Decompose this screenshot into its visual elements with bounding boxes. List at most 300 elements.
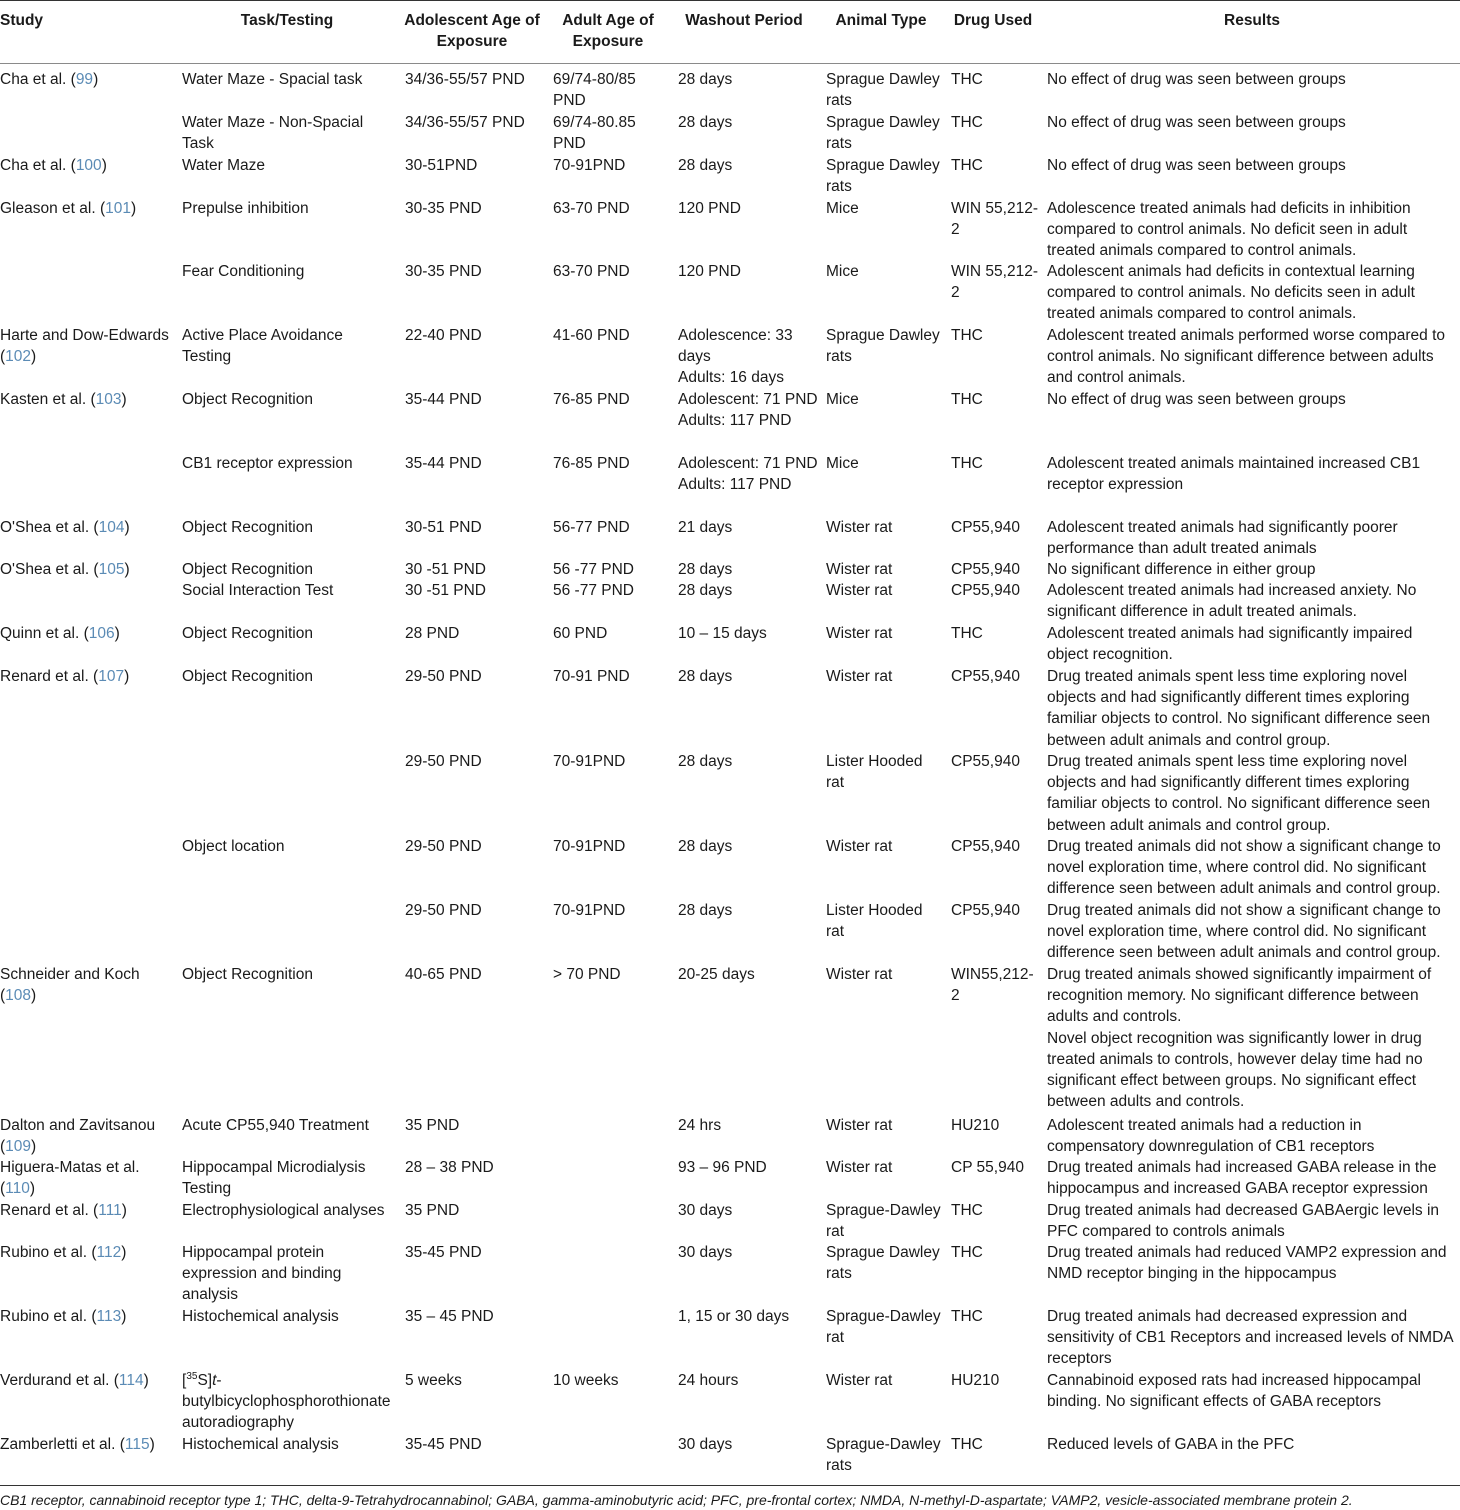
results-text: Adolescent treated animals maintained increased CB1 receptor expression: [1047, 455, 1421, 494]
cell-drug: [951, 1115, 1041, 1136]
cell-adolescent: [405, 389, 545, 410]
cell-animal: [826, 517, 944, 538]
cell-drug: [951, 325, 1041, 346]
drug-text: CP55,940: [951, 519, 1020, 536]
cell-adolescent: [405, 559, 545, 580]
cell-animal: [826, 69, 944, 111]
cell-adult: [553, 517, 668, 538]
drug-text: THC: [951, 327, 983, 344]
study-ref-link[interactable]: 105: [98, 561, 125, 578]
cell-adolescent: [405, 1157, 545, 1178]
drug-text: THC: [951, 157, 983, 174]
cell-study: Kasten et al. (103): [0, 391, 127, 408]
animal-text: Mice: [826, 200, 859, 217]
cell-adolescent: [405, 517, 545, 538]
task-superscript: 35: [186, 1370, 198, 1382]
study-name: Verdurand et al. (: [0, 1372, 119, 1389]
cell-drug: [951, 112, 1041, 133]
results-text: Adolescent treated animals had significantly impaired object recognition.: [1047, 625, 1413, 664]
cell-animal: [826, 389, 944, 410]
cell-drug: [951, 666, 1041, 687]
study-name: Rubino et al. (: [0, 1244, 97, 1261]
cell-study: Rubino et al. (113): [0, 1308, 127, 1325]
adult-text: 41-60 PND: [553, 327, 630, 344]
cell-animal: [826, 623, 944, 644]
header-results: Results: [1224, 12, 1280, 29]
drug-text: THC: [951, 1308, 983, 1325]
cell-animal: [826, 580, 944, 601]
adolescent-text: 22-40 PND: [405, 327, 482, 344]
cell-task: [182, 517, 392, 538]
task-text: Object Recognition: [182, 391, 313, 408]
adolescent-text: 28 – 38 PND: [405, 1159, 494, 1176]
cell-results: [1047, 964, 1457, 1112]
study-ref-link[interactable]: 109: [5, 1138, 32, 1156]
washout-text: 120 PND: [678, 200, 741, 217]
cell-adolescent: [405, 261, 545, 282]
results-text: Drug treated animals had decreased expression and sensitivity of CB1 Receptors and increased levels of NMDA receptors: [1047, 1308, 1453, 1368]
task-text: Object location: [182, 838, 285, 855]
cell-study: Verdurand et al. (114): [0, 1372, 149, 1389]
cell-drug: [951, 261, 1041, 303]
cell-washout: [678, 1200, 818, 1221]
results-text: No significant difference in either group: [1047, 561, 1316, 578]
task-text: Histochemical analysis: [182, 1436, 339, 1453]
cell-drug: [951, 900, 1041, 921]
table-footnote: CB1 receptor, cannabinoid receptor type 1; THC, delta-9-Tetrahydrocannabinol; GABA, gamma-aminobutyric acid; PFC, pre-frontal cortex; NMDA, N-methyl-D-aspartate; VAMP2, vesicle-associated membrane protein 2.: [0, 1485, 1460, 1510]
cell-results: [1047, 261, 1457, 325]
results-text: No effect of drug was seen between groups: [1047, 71, 1346, 88]
adolescent-text: 35 – 45 PND: [405, 1308, 494, 1325]
washout-text: 28 days: [678, 157, 733, 174]
cell-results: [1047, 751, 1457, 836]
adult-text: 63-70 PND: [553, 200, 630, 217]
adolescent-text: 35 PND: [405, 1202, 460, 1219]
cell-results: [1047, 1306, 1457, 1370]
adult-text: 76-85 PND: [553, 391, 630, 408]
cell-adult: [553, 112, 668, 154]
washout-text: 28 days: [678, 902, 733, 919]
adolescent-text: 35-45 PND: [405, 1244, 482, 1261]
study-ref-link[interactable]: 103: [95, 391, 122, 408]
cell-task: [182, 1306, 392, 1327]
cell-adult: [553, 580, 668, 601]
results-text: No effect of drug was seen between groups: [1047, 391, 1346, 408]
animal-text: Wister rat: [826, 668, 893, 685]
cell-study: Dalton and Zavitsanou (109): [0, 1117, 156, 1156]
cell-adolescent: [405, 155, 545, 176]
study-ref-link[interactable]: 104: [98, 519, 125, 536]
cell-results: [1047, 1200, 1457, 1242]
cell-animal: [826, 1370, 944, 1391]
study-name: Rubino et al. (: [0, 1308, 97, 1325]
task-text: Hippocampal Microdialysis Testing: [182, 1159, 366, 1198]
study-name: Quinn et al. (: [0, 625, 89, 642]
cell-task: [182, 1115, 392, 1136]
cell-washout: [678, 900, 818, 921]
washout-text: Adolescent: 71 PND Adults: 117 PND: [678, 391, 818, 430]
task-text: Object Recognition: [182, 561, 313, 578]
drug-text: HU210: [951, 1117, 1000, 1134]
study-name: Zamberletti et al. (: [0, 1436, 125, 1453]
study-ref-link[interactable]: 108: [5, 987, 32, 1005]
cell-adolescent: [405, 1242, 545, 1263]
cell-study: Gleason et al. (101): [0, 200, 137, 217]
cell-drug: [951, 623, 1041, 644]
drug-text: THC: [951, 114, 983, 131]
study-ref-link[interactable]: 100: [75, 157, 102, 174]
cell-washout: [678, 453, 818, 495]
cell-animal: [826, 261, 944, 282]
cell-task: [182, 623, 392, 644]
drug-text: THC: [951, 71, 983, 88]
cell-study: Schneider and Koch (108): [0, 966, 140, 1005]
cell-adult: [553, 155, 668, 176]
cell-drug: [951, 836, 1041, 857]
cell-animal: [826, 155, 944, 197]
washout-text: 24 hrs: [678, 1117, 722, 1134]
cell-drug: [951, 198, 1041, 240]
study-name: Renard et al. (: [0, 668, 99, 685]
animal-text: Wister rat: [826, 519, 893, 536]
animal-text: Wister rat: [826, 561, 893, 578]
header-washout: Washout Period: [685, 12, 803, 29]
task-text: S]t-butylbicyclophosphorothionate autoradiography: [182, 1372, 391, 1432]
results-text: No effect of drug was seen between groups: [1047, 114, 1346, 131]
study-name: Gleason et al. (: [0, 200, 106, 217]
cell-animal: [826, 112, 944, 154]
header-task: Task/Testing: [240, 12, 334, 29]
cell-task: [$^{35}$S]t-butylbicyclophosphorothionate autoradiography: [182, 1370, 391, 1432]
cell-washout: [678, 198, 818, 219]
task-text: Object Recognition: [182, 625, 313, 642]
animal-text: Wister rat: [826, 838, 893, 855]
results-text: Drug treated animals spent less time exploring novel objects and had significantly different times exploring familiar objects to control. No significant difference seen between adult animals and control group.: [1047, 753, 1431, 834]
cell-washout: [678, 1434, 818, 1455]
cell-task: [182, 836, 392, 857]
animal-text: Wister rat: [826, 1372, 893, 1389]
cell-results: [1047, 580, 1457, 622]
cell-washout: [678, 517, 818, 538]
animal-text: Wister rat: [826, 582, 893, 599]
adolescent-text: 29-50 PND: [405, 753, 482, 770]
cell-adolescent: [405, 69, 545, 90]
washout-text: 28 days: [678, 114, 733, 131]
study-name: Cha et al. (: [0, 157, 76, 174]
animal-text: Mice: [826, 391, 859, 408]
cell-results: [1047, 325, 1457, 389]
cell-adult: [553, 198, 668, 219]
cell-task: [182, 1200, 392, 1221]
adult-text: 70-91 PND: [553, 668, 630, 685]
cell-results: [1047, 666, 1457, 751]
header-drug: Drug Used: [953, 12, 1033, 29]
study-name: O'Shea et al. (: [0, 519, 99, 536]
cell-study: O'Shea et al. (104): [0, 519, 130, 536]
cell-drug: [951, 389, 1041, 410]
animal-text: Sprague Dawley rats: [826, 114, 940, 153]
cell-study: Renard et al. (111): [0, 1202, 127, 1219]
cell-study: Cha et al. (100): [0, 157, 107, 174]
cell-adolescent: [405, 453, 545, 474]
adolescent-text: 29-50 PND: [405, 668, 482, 685]
study-name: O'Shea et al. (: [0, 561, 99, 578]
cell-adolescent: [405, 836, 545, 857]
cell-results: [1047, 1157, 1457, 1199]
cell-adolescent: [405, 623, 545, 644]
cell-animal: [826, 1200, 944, 1242]
cell-adolescent: [405, 666, 545, 687]
cell-adult: [553, 1370, 668, 1391]
study-ref-link[interactable]: 106: [88, 625, 115, 642]
animal-text: Wister rat: [826, 966, 893, 983]
cell-adult: [553, 836, 668, 857]
adult-text: 70-91PND: [553, 902, 626, 919]
results-text: Drug treated animals did not show a significant change to novel exploration time, where control did. No significant difference seen between adult animals and control group.: [1047, 902, 1441, 962]
adult-text: 70-91PND: [553, 157, 626, 174]
cell-drug: [951, 580, 1041, 601]
cell-drug: [951, 964, 1041, 1006]
cell-animal: [826, 666, 944, 687]
cell-adult: [553, 964, 668, 985]
washout-text: 28 days: [678, 71, 733, 88]
animal-text: Lister Hooded rat: [826, 753, 923, 792]
adult-text: 56-77 PND: [553, 519, 630, 536]
cell-study: Higuera-Matas et al. (110): [0, 1159, 140, 1198]
cell-task: [182, 69, 392, 90]
cell-drug: [951, 1200, 1041, 1221]
cell-task: [182, 155, 392, 176]
adolescent-text: 35-44 PND: [405, 455, 482, 472]
adolescent-text: 34/36-55/57 PND: [405, 114, 525, 131]
cell-task: [182, 580, 392, 601]
drug-text: WIN55,212-2: [951, 966, 1034, 1005]
cell-task: [182, 1157, 392, 1199]
cell-adolescent: [405, 1115, 545, 1136]
cell-washout: [678, 964, 818, 985]
study-ref-link[interactable]: 99: [75, 71, 94, 88]
animal-text: Sprague-Dawley rat: [826, 1308, 941, 1347]
washout-text: 120 PND: [678, 263, 741, 280]
results-text: Adolescent treated animals performed worse compared to control animals. No significant difference between adults and control animals.: [1047, 327, 1446, 387]
adult-text: 10 weeks: [553, 1372, 619, 1389]
animal-text: Wister rat: [826, 1117, 893, 1134]
cell-adolescent: [405, 1200, 545, 1221]
cell-adolescent: [405, 964, 545, 985]
results-text: Drug treated animals showed significantly impairment of recognition memory. No significant difference between adults and controls. Novel object recognition was significantly lower in drug treated animals to controls, however delay time had no significant effect between groups. No significant effect between adults and controls.: [1047, 966, 1432, 1111]
cell-results: [1047, 1242, 1457, 1284]
cell-results: [1047, 559, 1457, 580]
cell-task: [182, 964, 392, 985]
cell-study: Cha et al. (99): [0, 71, 99, 88]
study-ref-link[interactable]: 110: [5, 1180, 30, 1198]
cell-drug: [951, 453, 1041, 474]
task-text: Object Recognition: [182, 668, 313, 685]
study-ref-link[interactable]: 111: [98, 1202, 122, 1219]
animal-text: Sprague Dawley rats: [826, 71, 940, 110]
task-text: CB1 receptor expression: [182, 455, 353, 472]
drug-text: CP55,940: [951, 753, 1020, 770]
adolescent-text: 30-35 PND: [405, 200, 482, 217]
cell-washout: [678, 1306, 818, 1327]
animal-text: Sprague-Dawley rats: [826, 1436, 941, 1475]
results-text: No effect of drug was seen between groups: [1047, 157, 1346, 174]
cell-drug: [951, 1306, 1041, 1327]
drug-text: CP55,940: [951, 668, 1020, 685]
cell-task: [182, 453, 392, 474]
drug-text: THC: [951, 1244, 983, 1261]
task-text: Water Maze - Non-Spacial Task: [182, 114, 364, 153]
cell-animal: [826, 559, 944, 580]
cell-drug: [951, 517, 1041, 538]
study-ref-link[interactable]: 101: [105, 200, 131, 217]
washout-text: 1, 15 or 30 days: [678, 1308, 790, 1325]
animal-text: Sprague Dawley rats: [826, 157, 940, 196]
washout-text: 20-25 days: [678, 966, 755, 983]
cell-animal: [826, 453, 944, 474]
study-ref-link[interactable]: 102: [5, 348, 32, 366]
header-adult: Adult Age of Exposure: [562, 12, 654, 50]
cell-animal: [826, 198, 944, 219]
cell-study: Rubino et al. (112): [0, 1244, 127, 1261]
cell-animal: [826, 1306, 944, 1348]
drug-text: WIN 55,212-2: [951, 263, 1039, 302]
task-text: Fear Conditioning: [182, 263, 305, 280]
adolescent-text: 28 PND: [405, 625, 460, 642]
adult-text: 70-91PND: [553, 838, 626, 855]
study-ref-link[interactable]: 114: [118, 1372, 144, 1389]
study-ref-link[interactable]: 112: [96, 1244, 122, 1261]
adult-text: 76-85 PND: [553, 455, 630, 472]
cell-adult: [553, 559, 668, 580]
cell-adolescent: [405, 1306, 545, 1327]
washout-text: 30 days: [678, 1436, 733, 1453]
adolescent-text: 30 -51 PND: [405, 561, 486, 578]
cell-study: Harte and Dow-Edwards (102): [0, 327, 169, 366]
cell-washout: [678, 1370, 818, 1391]
cell-adolescent: [405, 112, 545, 133]
results-text: Adolescent treated animals had increased anxiety. No significant difference in adult treated animals.: [1047, 582, 1417, 621]
cell-washout: [678, 261, 818, 282]
cell-drug: [951, 751, 1041, 772]
drug-text: THC: [951, 455, 983, 472]
adolescent-text: 29-50 PND: [405, 902, 482, 919]
drug-text: CP55,940: [951, 838, 1020, 855]
cell-washout: [678, 325, 818, 389]
washout-text: 28 days: [678, 753, 733, 770]
adult-text: 69/74-80.85 PND: [553, 114, 636, 153]
study-ref-link[interactable]: 115: [124, 1436, 150, 1453]
adult-text: 56 -77 PND: [553, 561, 634, 578]
cell-results: [1047, 453, 1457, 495]
cell-results: [1047, 198, 1457, 262]
cell-animal: [826, 1242, 944, 1284]
cell-task: [182, 389, 392, 410]
cell-washout: [678, 1157, 818, 1178]
adolescent-text: 35-44 PND: [405, 391, 482, 408]
cell-results: [1047, 69, 1457, 90]
cell-adult: [553, 389, 668, 410]
study-ref-link[interactable]: 113: [96, 1308, 122, 1325]
task-text: Water Maze - Spacial task: [182, 71, 363, 88]
cell-washout: [678, 155, 818, 176]
cell-washout: [678, 751, 818, 772]
drug-text: HU210: [951, 1372, 1000, 1389]
drug-text: CP55,940: [951, 561, 1020, 578]
animal-text: Wister rat: [826, 625, 893, 642]
cell-results: [1047, 155, 1457, 176]
cell-animal: [826, 325, 944, 367]
washout-text: 21 days: [678, 519, 733, 536]
cell-drug: [951, 1370, 1041, 1391]
washout-text: 28 days: [678, 838, 733, 855]
cell-adult: [553, 261, 668, 282]
cell-drug: [951, 69, 1041, 90]
cell-washout: [678, 623, 818, 644]
cell-animal: [826, 751, 944, 793]
adult-text: 70-91PND: [553, 753, 626, 770]
adolescent-text: 5 weeks: [405, 1372, 462, 1389]
cell-adolescent: [405, 325, 545, 346]
header-adolescent: Adolescent Age of Exposure: [404, 12, 540, 50]
cell-drug: [951, 559, 1041, 580]
cell-adolescent: [405, 751, 545, 772]
cell-adult: [553, 623, 668, 644]
cell-task: [182, 261, 392, 282]
cell-drug: [951, 155, 1041, 176]
cell-washout: [678, 112, 818, 133]
cell-adult: [553, 900, 668, 921]
animal-text: Lister Hooded rat: [826, 902, 923, 941]
cell-results: [1047, 517, 1457, 559]
results-text: Adolescent animals had deficits in contextual learning compared to control animals. No deficits seen in adult treated animals compared to control animals.: [1047, 263, 1415, 323]
adolescent-text: 30 -51 PND: [405, 582, 486, 599]
study-ref-link[interactable]: 107: [98, 668, 125, 685]
animal-text: Mice: [826, 455, 859, 472]
study-name: Dalton and Zavitsanou (: [0, 1117, 156, 1156]
task-text: Active Place Avoidance Testing: [182, 327, 343, 366]
drug-text: CP55,940: [951, 902, 1020, 919]
cell-animal: [826, 900, 944, 942]
cell-task: [182, 198, 392, 219]
drug-text: CP 55,940: [951, 1159, 1024, 1176]
cell-adolescent: [405, 198, 545, 219]
cell-animal: [826, 1434, 944, 1476]
adolescent-text: 30-35 PND: [405, 263, 482, 280]
adolescent-text: 40-65 PND: [405, 966, 482, 983]
cell-adolescent: [405, 1434, 545, 1455]
drug-text: THC: [951, 625, 983, 642]
drug-text: THC: [951, 1436, 983, 1453]
cell-task: [182, 559, 392, 580]
adult-text: > 70 PND: [553, 966, 621, 983]
washout-text: 93 – 96 PND: [678, 1159, 767, 1176]
cell-task: [182, 325, 392, 367]
cell-animal: [826, 1115, 944, 1136]
results-text: Drug treated animals spent less time exploring novel objects and had significantly different times exploring familiar objects to control. No significant difference seen between adult animals and control group.: [1047, 668, 1431, 749]
cell-study: Quinn et al. (106): [0, 625, 120, 642]
washout-text: 28 days: [678, 582, 733, 599]
washout-text: 10 – 15 days: [678, 625, 767, 642]
cell-adult: [553, 751, 668, 772]
cell-study: Zamberletti et al. (115): [0, 1436, 155, 1453]
cell-drug: [951, 1434, 1041, 1455]
study-name: Harte and Dow-Edwards (: [0, 327, 169, 366]
cell-study: O'Shea et al. (105): [0, 561, 130, 578]
washout-text: 30 days: [678, 1202, 733, 1219]
cell-results: [1047, 112, 1457, 133]
adult-text: 56 -77 PND: [553, 582, 634, 599]
